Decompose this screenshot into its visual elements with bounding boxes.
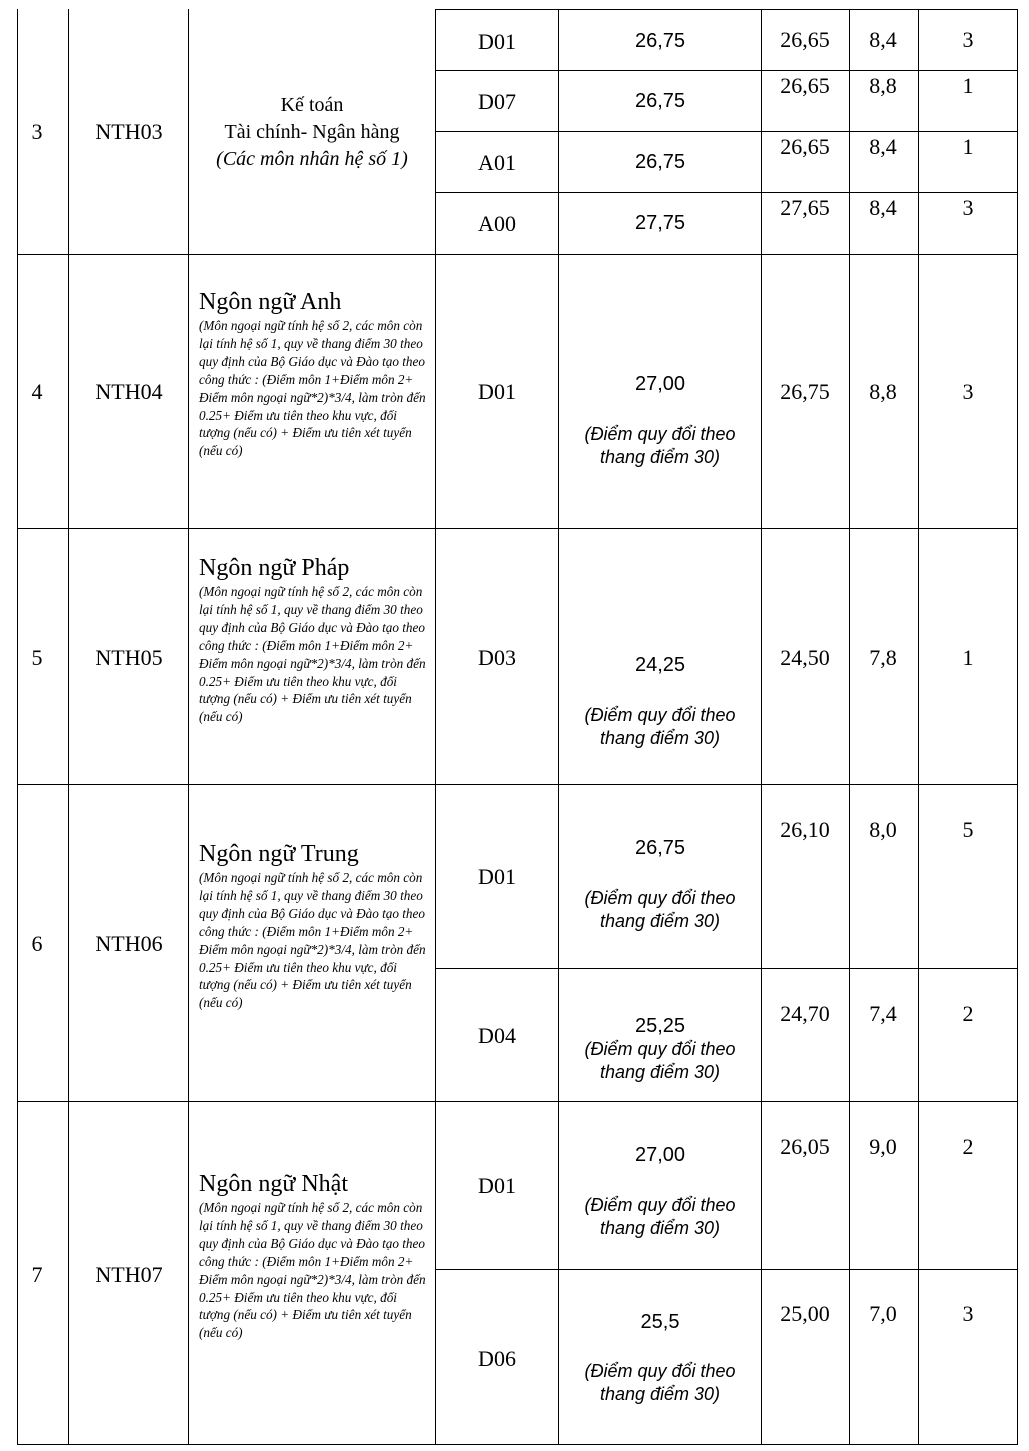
row3-sub1-score: 26,75 xyxy=(634,30,686,52)
row7-sub1-score: 27,00 xyxy=(634,1144,686,1166)
row3-sub1-avg: 26,65 xyxy=(780,27,830,52)
row6-sub1-score: 26,75 xyxy=(634,837,686,859)
row4-avg: 26,75 xyxy=(780,379,830,404)
row5-pt: 7,8 xyxy=(869,645,897,670)
row3-sub3-combo: A01 xyxy=(478,150,516,175)
row3-sub2-avg: 26,65 xyxy=(780,73,830,98)
row6-sub1-conv-line1: (Điểm quy đổi theo xyxy=(584,888,736,908)
row3-sub3-pt: 8,4 xyxy=(869,134,897,159)
row6-sub2-score: 25,25 xyxy=(634,1015,686,1037)
rule-col-combo xyxy=(558,9,559,1445)
row7-stt: 7 xyxy=(31,1262,43,1287)
row6-sub1-combo: D01 xyxy=(478,864,516,889)
row5-name: Ngôn ngữ Pháp xyxy=(199,555,350,581)
row3-sub2-rank: 1 xyxy=(962,73,974,98)
row7-sub2-score: 25,5 xyxy=(640,1311,680,1333)
row5-stt: 5 xyxy=(31,645,43,670)
rule-row3-bottom xyxy=(17,254,1017,255)
rule-row3-top xyxy=(435,9,1017,10)
rule-row3-sub3 xyxy=(435,192,1017,193)
row3-sub4-score: 27,75 xyxy=(634,212,686,234)
row7-sub1-pt: 9,0 xyxy=(869,1134,897,1159)
row4-conv-line1: (Điểm quy đổi theo xyxy=(584,424,736,444)
row6-sub2-rank: 2 xyxy=(962,1001,974,1026)
row7-sub2-conv-line2: thang điểm 30) xyxy=(599,1384,721,1404)
rule-row4-bottom xyxy=(17,528,1017,529)
row6-sub1-rank: 5 xyxy=(962,817,974,842)
row3-sub3-score: 26,75 xyxy=(634,151,686,173)
row4-note: (Môn ngoại ngữ tính hệ số 2, các môn còn lại tính hệ số 1, quy về thang điểm 30 theo quy định của Bộ Giáo dục và Đào tạo theo công thức : (Điểm môn 1+Điểm môn 2+ Điểm môn ngoại ngữ*2)*3/4, làm tròn đến 0.25+ Điểm ưu tiên theo khu vực, đối tượng (nếu có) + Điểm ưu tiên xét tuyển (nếu có) xyxy=(199,318,426,459)
row7-sub1-conv-line1: (Điểm quy đổi theo xyxy=(584,1195,736,1215)
row7-sub2-pt: 7,0 xyxy=(869,1301,897,1326)
row6-sub1-conv-line2: thang điểm 30) xyxy=(599,911,721,931)
row7-sub2-combo: D06 xyxy=(478,1346,516,1371)
row3-name-sub: (Các môn nhân hệ số 1) xyxy=(216,148,408,170)
row6-stt: 6 xyxy=(31,931,43,956)
row5-conv-line2: thang điểm 30) xyxy=(599,728,721,748)
rule-col-name xyxy=(435,9,436,1445)
row5-note: (Môn ngoại ngữ tính hệ số 2, các môn còn lại tính hệ số 1, quy về thang điểm 30 theo quy định của Bộ Giáo dục và Đào tạo theo công thức : (Điểm môn 1+Điểm môn 2+ Điểm môn ngoại ngữ*2)*3/4, làm tròn đến 0.25+ Điểm ưu tiên theo khu vực, đối tượng (nếu có) + Điểm ưu tiên xét tuyển (nếu có) xyxy=(199,584,426,725)
row5-avg: 24,50 xyxy=(780,645,830,670)
row6-sub1-pt: 8,0 xyxy=(869,817,897,842)
row7-sub1-combo: D01 xyxy=(478,1173,516,1198)
row4-pt: 8,8 xyxy=(869,379,897,404)
row4-score: 27,00 xyxy=(634,373,686,395)
row3-sub4-pt: 8,4 xyxy=(869,195,897,220)
row7-sub2-conv-line1: (Điểm quy đổi theo xyxy=(584,1361,736,1381)
rule-col-stt xyxy=(68,9,69,1445)
row4-rank: 3 xyxy=(962,379,974,404)
row3-sub2-combo: D07 xyxy=(478,89,516,114)
rule-table-bottom xyxy=(17,1444,1017,1445)
row7-sub1-conv-line2: thang điểm 30) xyxy=(599,1218,721,1238)
rule-row5-bottom xyxy=(17,784,1017,785)
row6-sub1-avg: 26,10 xyxy=(780,817,830,842)
row5-combo: D03 xyxy=(478,645,516,670)
rule-row6-sub1 xyxy=(435,968,1017,969)
row7-sub2-avg: 25,00 xyxy=(780,1301,830,1326)
row6-sub2-avg: 24,70 xyxy=(780,1001,830,1026)
row3-code: NTH03 xyxy=(95,119,163,144)
row3-sub4-combo: A00 xyxy=(478,211,516,236)
row4-stt: 4 xyxy=(31,379,43,404)
row5-score: 24,25 xyxy=(634,654,686,676)
rule-row7-sub1 xyxy=(435,1269,1017,1270)
rule-row6-bottom xyxy=(17,1101,1017,1102)
row3-sub2-pt: 8,8 xyxy=(869,73,897,98)
row3-sub1-combo: D01 xyxy=(478,29,516,54)
row6-sub2-conv-line1: (Điểm quy đổi theo xyxy=(584,1039,736,1059)
row6-sub2-conv-line2: thang điểm 30) xyxy=(599,1062,721,1082)
row7-sub2-rank: 3 xyxy=(962,1301,974,1326)
rule-col-score xyxy=(761,9,762,1445)
rule-col-avg xyxy=(849,9,850,1445)
row6-note: (Môn ngoại ngữ tính hệ số 2, các môn còn lại tính hệ số 1, quy về thang điểm 30 theo quy định của Bộ Giáo dục và Đào tạo theo công thức : (Điểm môn 1+Điểm môn 2+ Điểm môn ngoại ngữ*2)*3/4, làm tròn đến 0.25+ Điểm ưu tiên theo khu vực, đối tượng (nếu có) + Điểm ưu tiên xét tuyển (nếu có) xyxy=(199,870,426,1011)
row3-name-line1: Kế toán xyxy=(280,94,344,116)
row4-combo: D01 xyxy=(478,379,516,404)
row4-code: NTH04 xyxy=(95,379,163,404)
row7-name: Ngôn ngữ Nhật xyxy=(199,1171,348,1197)
row3-sub2-score: 26,75 xyxy=(634,90,686,112)
row3-sub1-rank: 3 xyxy=(962,27,974,52)
row4-conv-line2: thang điểm 30) xyxy=(599,447,721,467)
row7-sub1-rank: 2 xyxy=(962,1134,974,1159)
row7-code: NTH07 xyxy=(95,1262,163,1287)
row6-sub2-combo: D04 xyxy=(478,1023,516,1048)
rule-col-left xyxy=(17,9,18,1445)
row3-sub1-pt: 8,4 xyxy=(869,27,897,52)
row3-sub3-rank: 1 xyxy=(962,134,974,159)
row3-stt: 3 xyxy=(31,119,43,144)
row3-sub4-avg: 27,65 xyxy=(780,195,830,220)
row6-code: NTH06 xyxy=(95,931,163,956)
row5-conv-line1: (Điểm quy đổi theo xyxy=(584,705,736,725)
rule-col-code xyxy=(188,9,189,1445)
row3-sub3-avg: 26,65 xyxy=(780,134,830,159)
rule-col-pt xyxy=(918,9,919,1445)
rule-row3-sub2 xyxy=(435,131,1017,132)
row4-name: Ngôn ngữ Anh xyxy=(199,289,342,315)
row7-sub1-avg: 26,05 xyxy=(780,1134,830,1159)
row6-sub2-pt: 7,4 xyxy=(869,1001,897,1026)
row3-name-line2: Tài chính- Ngân hàng xyxy=(224,121,400,143)
row3-sub4-rank: 3 xyxy=(962,195,974,220)
rule-row3-sub1 xyxy=(435,70,1017,71)
rule-col-right xyxy=(1017,9,1018,1445)
row7-note: (Môn ngoại ngữ tính hệ số 2, các môn còn lại tính hệ số 1, quy về thang điểm 30 theo quy định của Bộ Giáo dục và Đào tạo theo công thức : (Điểm môn 1+Điểm môn 2+ Điểm môn ngoại ngữ*2)*3/4, làm tròn đến 0.25+ Điểm ưu tiên theo khu vực, đối tượng (nếu có) + Điểm ưu tiên xét tuyển (nếu có) xyxy=(199,1200,426,1341)
row5-code: NTH05 xyxy=(95,645,163,670)
row6-name: Ngôn ngữ Trung xyxy=(199,841,359,867)
row5-rank: 1 xyxy=(962,645,974,670)
